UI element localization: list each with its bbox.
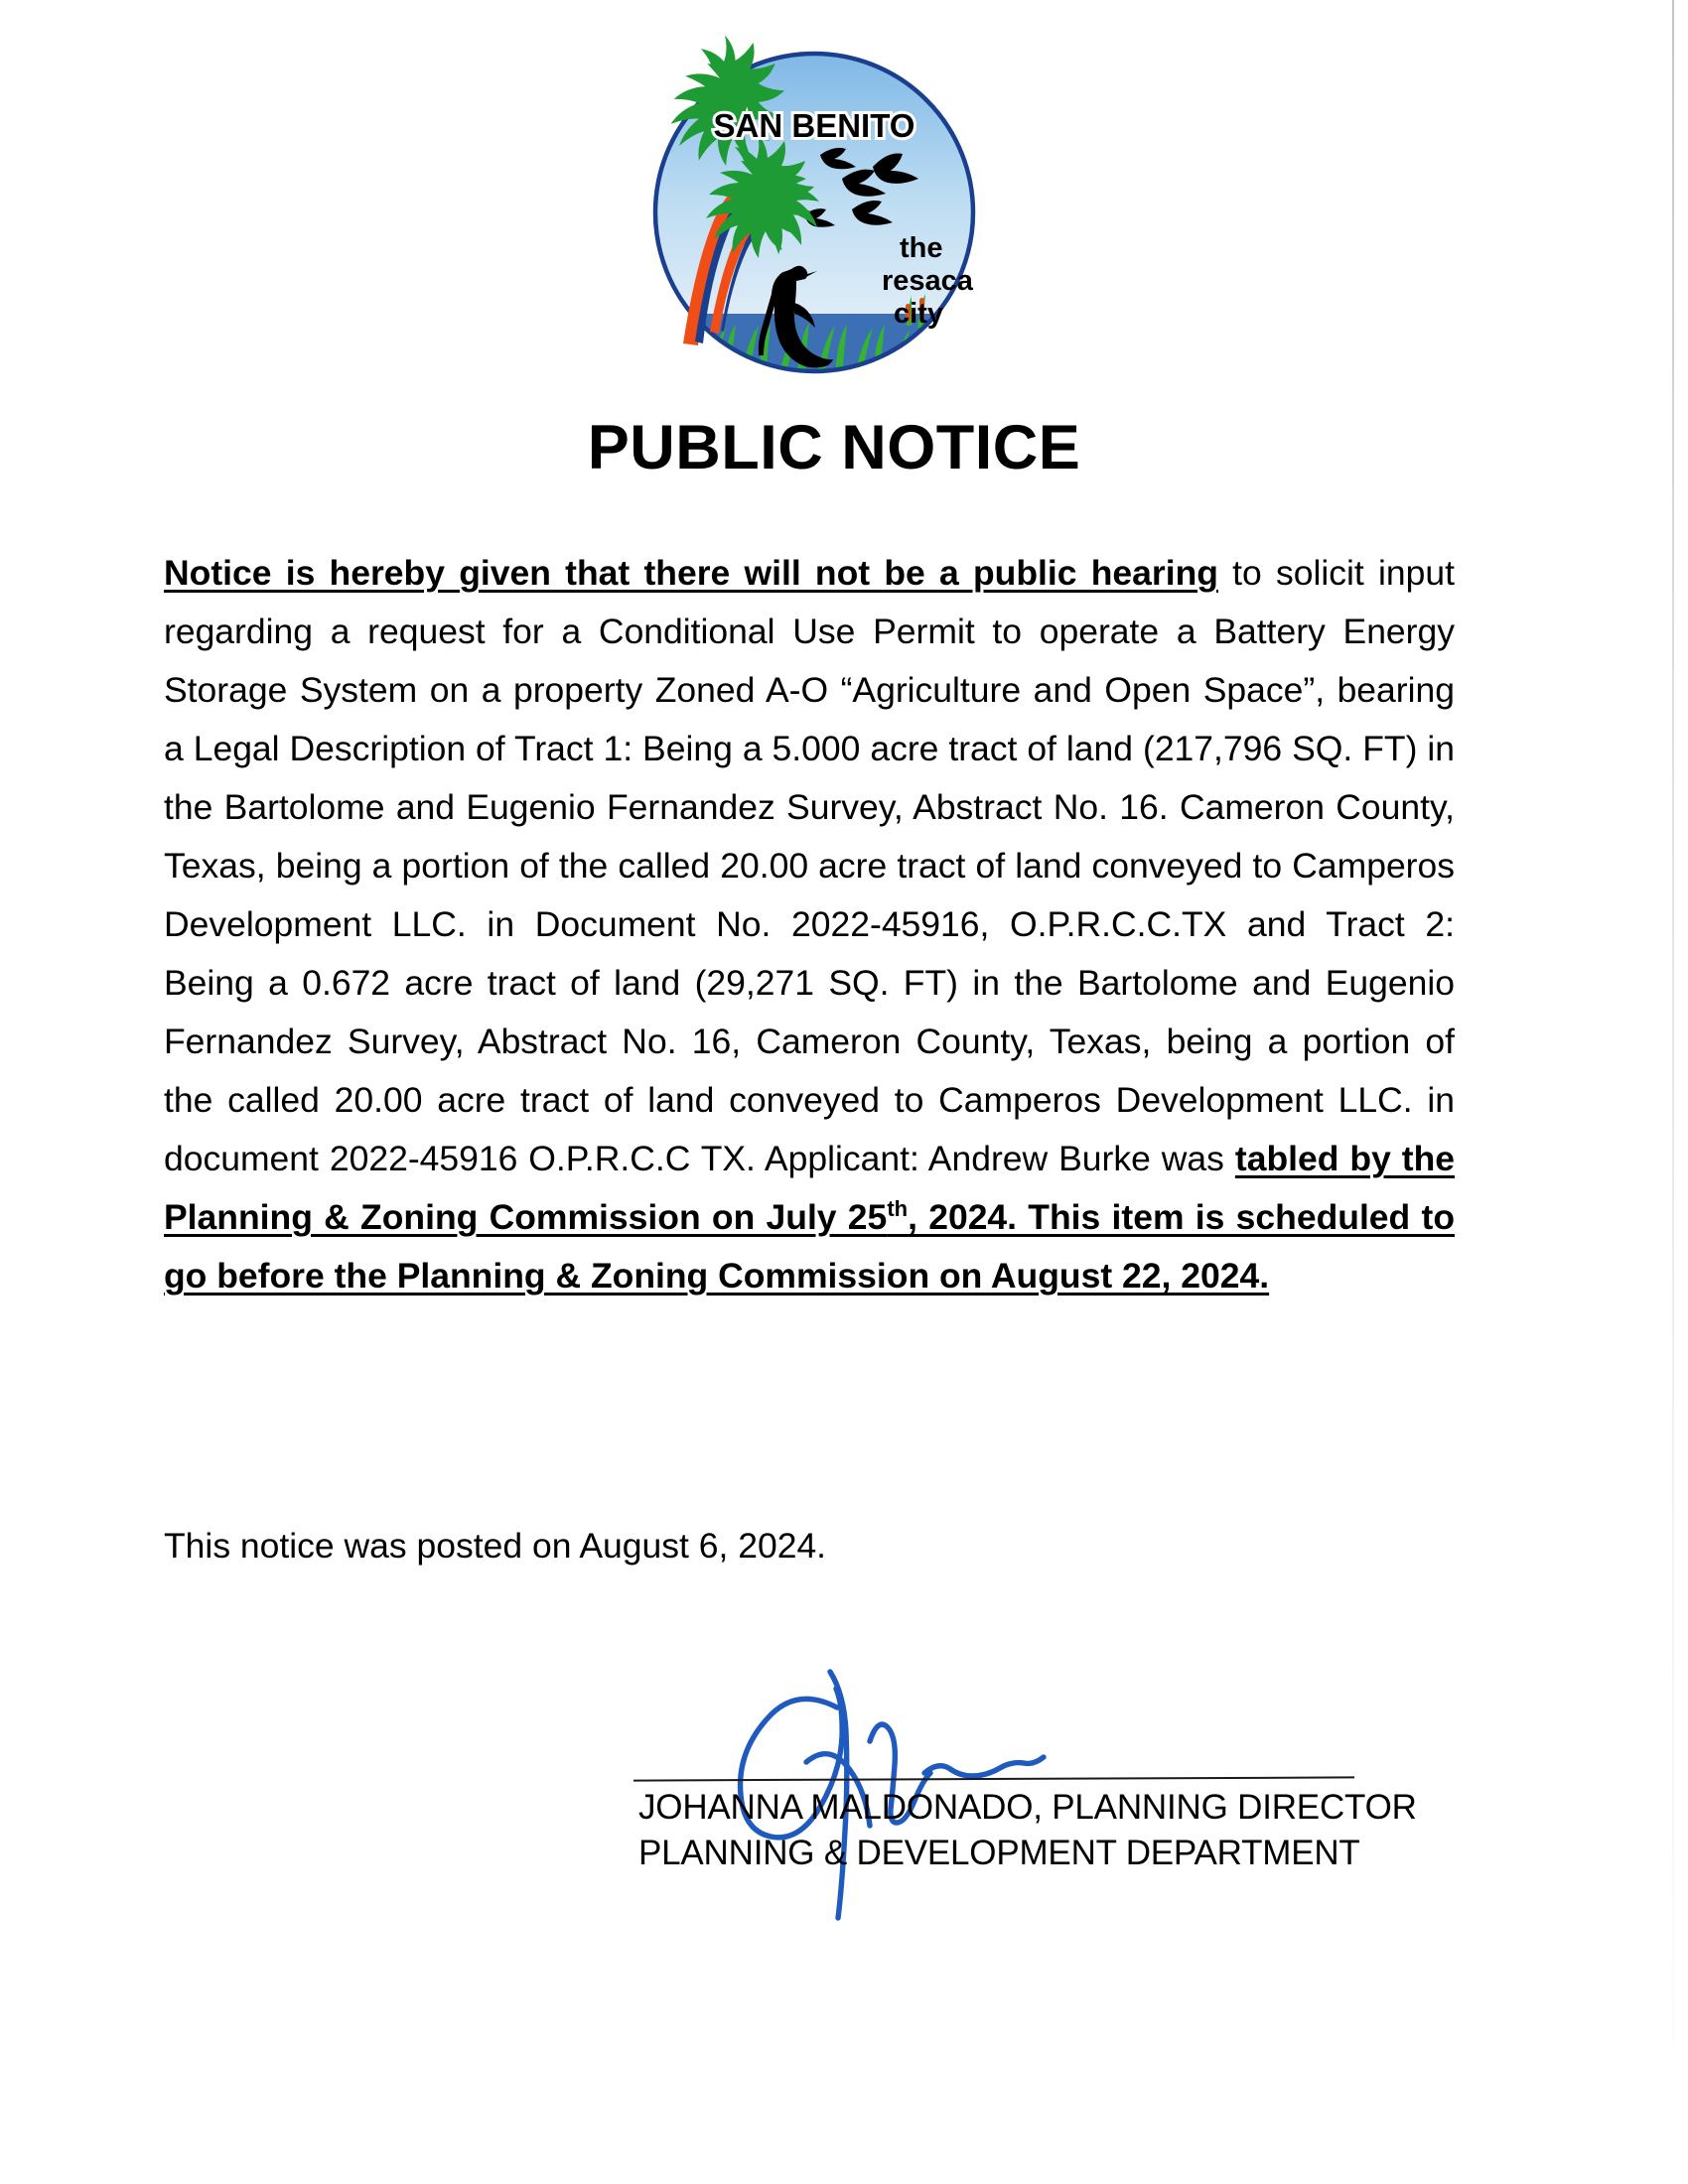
notice-lead-rest: to solicit input regarding a request for a Conditional Use Permit to operate a Battery Energy Storage System on a property Zoned A-O “Agriculture and Open Space”, bearing a Legal Description of Tract 1: Being a 5.000 acre tract of land (217,796 SQ. FT) in the Bartolome and Eugenio Fernandez Survey, Abstract No. 16. Cameron County, Texas, being a portion of the called 20.00 acre tract of land conveyed to Camperos Development LLC. in Document No. 2022-45916, O.P.R.C.C.TX and Tract 2: Being a 0.672 acre tract of land (29,271 SQ. FT) in the Bartolome and Eugenio Fernandez Survey, Abstract No. 16, Cameron County, Texas, being a portion of the called 20.00 acre tract of land conveyed to Camperos Development LLC. in document 2022-45916 O.P.R.C.C TX. Applicant: Andrew Burke was bbox=[164, 553, 1455, 1178]
notice-body bbox=[164, 544, 1455, 1305]
seal-city-name: SAN BENITO bbox=[713, 107, 915, 144]
notice-tail-part2: , 2024. This item is scheduled to go before the Planning & Zoning Commission on August 22, 2024. bbox=[164, 1197, 1455, 1296]
notice-tail-ordinal-suffix: th bbox=[887, 1196, 909, 1222]
page-title: PUBLIC NOTICE bbox=[587, 413, 1081, 482]
notice-lead-emphasis: Notice is hereby given that there will not be a public hearing bbox=[164, 553, 1218, 593]
signer-name-and-title: JOHANNA MALDONADO, PLANNING DIRECTOR bbox=[638, 1788, 1417, 1827]
signature-names bbox=[638, 1785, 1417, 1876]
signature-block bbox=[616, 1628, 1417, 1926]
city-seal-logo bbox=[544, 28, 1001, 405]
seal-tagline-the: the bbox=[900, 232, 943, 264]
scan-edge-artifact bbox=[1672, 0, 1674, 2045]
notice-paragraph bbox=[164, 544, 1455, 1305]
signer-department: PLANNING & DEVELOPMENT DEPARTMENT bbox=[638, 1834, 1360, 1872]
seal-tagline-city: city bbox=[894, 298, 943, 330]
scan-margin-white bbox=[1678, 0, 1688, 2184]
notice-tail-part1: tabled by the Planning & Zoning Commission on July 25 bbox=[164, 1139, 1456, 1237]
seal-tagline-resaca: resaca bbox=[882, 265, 973, 297]
posted-date-line: This notice was posted on August 6, 2024. bbox=[164, 1526, 827, 1566]
